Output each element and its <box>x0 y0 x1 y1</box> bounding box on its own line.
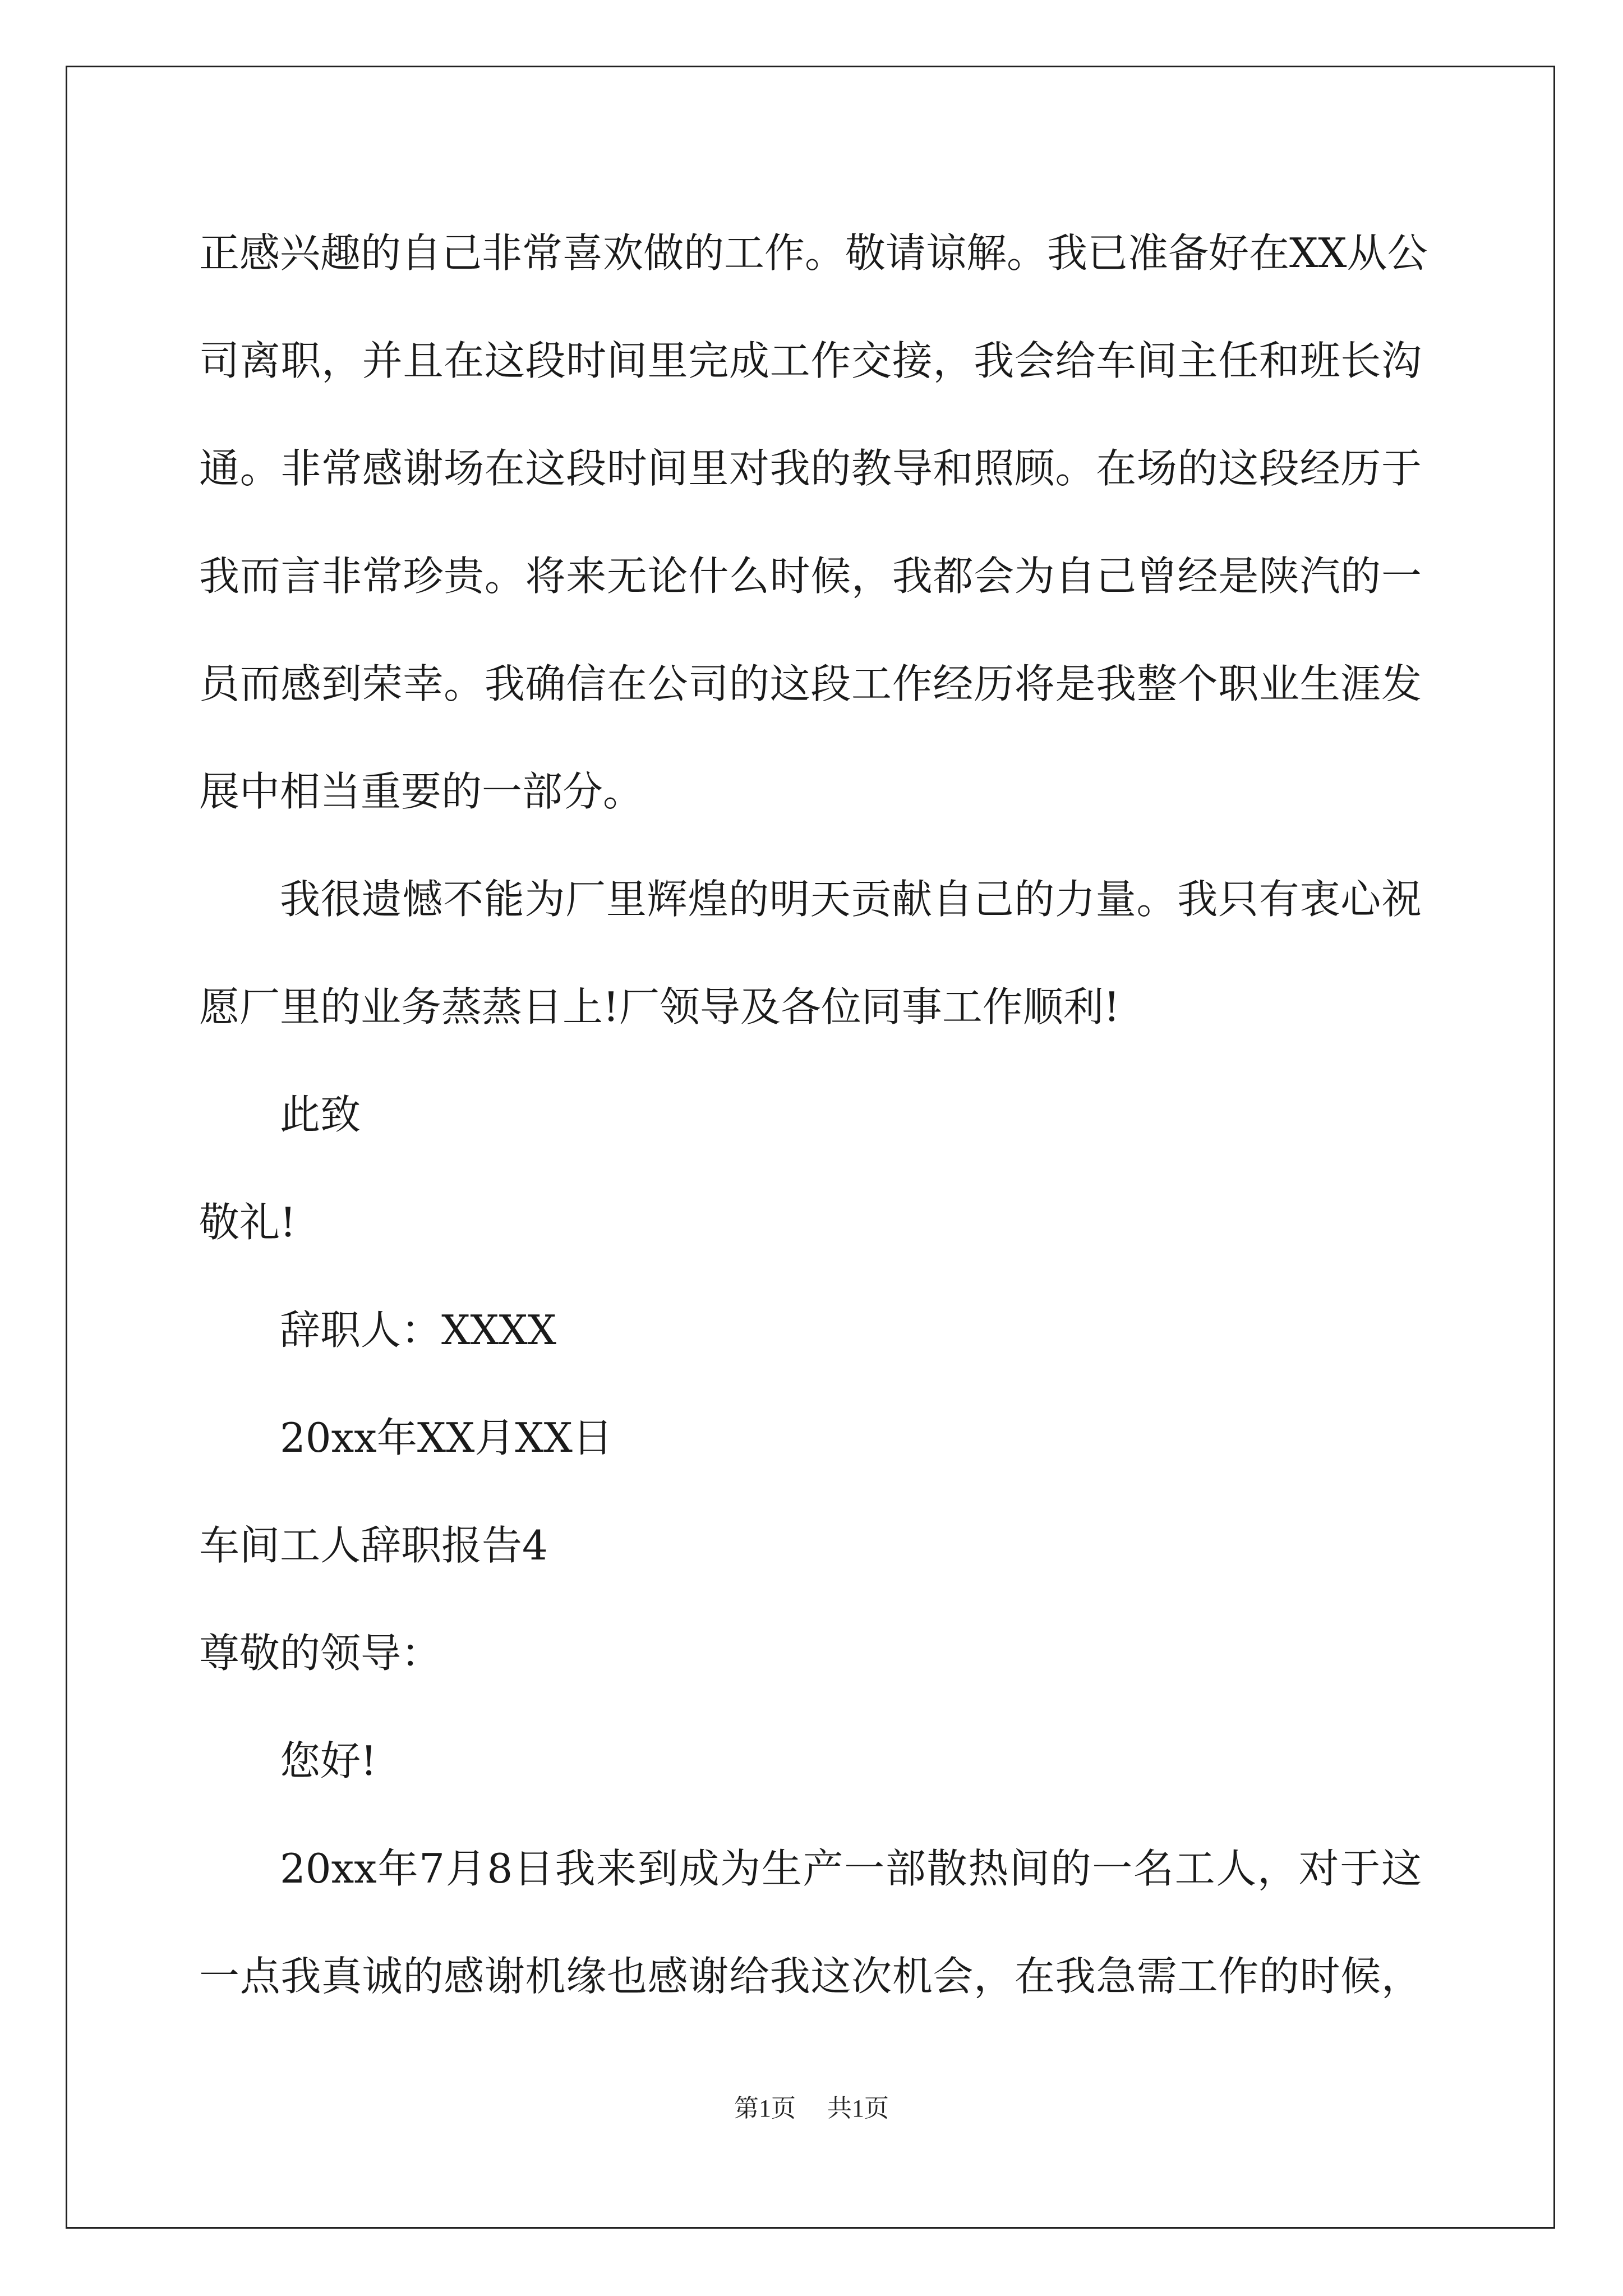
paragraph-line: 通。非常感谢场在这段时间里对我的教导和照顾。在场的这段经历于 <box>199 445 1422 492</box>
paragraph-line: 员而感到荣幸。我确信在公司的这段工作经历将是我整个职业生涯发 <box>199 660 1422 707</box>
closing-phrase: 此致 <box>280 1091 361 1138</box>
addressee: 尊敬的领导： <box>199 1630 442 1677</box>
page-footer <box>0 2088 1623 2124</box>
signature: 辞职人：XXXX <box>280 1306 557 1354</box>
paragraph-line: 展中相当重要的一部分。 <box>199 768 644 815</box>
paragraph-line: 一点我真诚的感谢机缘也感谢给我这次机会，在我急需工作的时候， <box>199 1953 1422 2000</box>
paragraph-line: 正感兴趣的自己非常喜欢做的工作。敬请谅解。我已准备好在XX从公 <box>199 229 1428 277</box>
salutation: 敬礼! <box>199 1199 296 1246</box>
paragraph-line: 我很遗憾不能为厂里辉煌的明天贡献自己的力量。我只有衷心祝 <box>280 876 1422 923</box>
total-pages: 共1页 <box>827 2095 889 2122</box>
paragraph-line: 我而言非常珍贵。将来无论什么时候，我都会为自己曾经是陕汽的一 <box>199 553 1422 600</box>
paragraph-line: 20xx年7月8日我来到成为生产一部散热间的一名工人，对于这 <box>280 1845 1422 1892</box>
date: 20xx年XX月XX日 <box>280 1414 613 1461</box>
paragraph-line: 愿厂里的业务蒸蒸日上!厂领导及各位同事工作顺利! <box>199 983 1120 1030</box>
section-title: 车间工人辞职报告4 <box>199 1522 548 1569</box>
paragraph-line: 司离职，并且在这段时间里完成工作交接，我会给车间主任和班长沟 <box>199 337 1422 384</box>
greeting: 您好! <box>280 1737 377 1784</box>
current-page-number: 第1页 <box>734 2095 796 2122</box>
